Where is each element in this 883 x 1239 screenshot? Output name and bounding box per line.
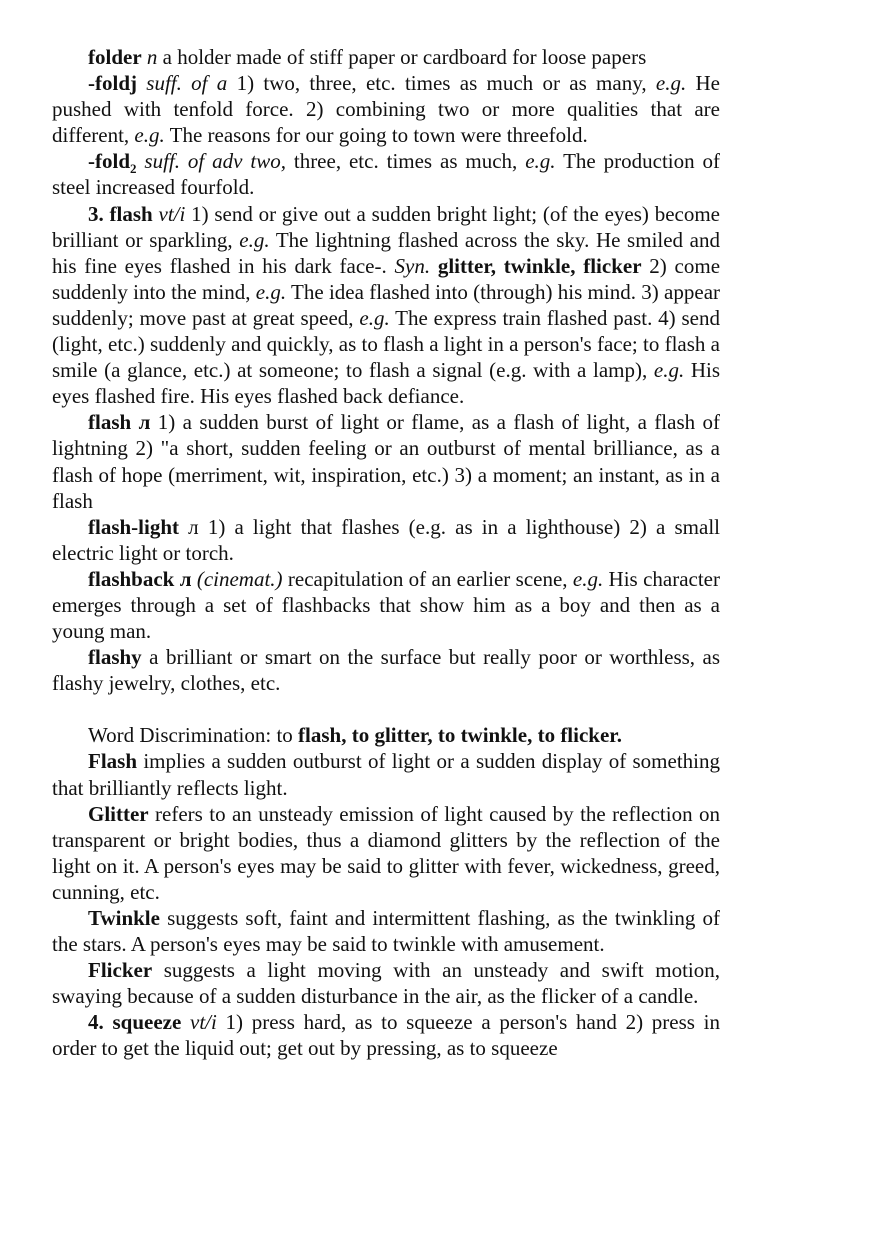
grammar-label: suff. of adv two, (144, 149, 286, 174)
headword: flash-light (88, 514, 180, 539)
discrimination-twinkle (52, 905, 720, 957)
example-marker: e.g. (359, 305, 390, 330)
example-marker: e.g. (572, 566, 604, 591)
definition: 1) two, three, etc. times as much or as many, (236, 71, 647, 96)
explanation: refers to an unsteady emission of light caused by the reflection on transparent or bright bodies, thus a diamond glitters by the reflection of the light on it. A person's eyes may be said to glitter with fever, wickedness, greed, cunning, etc. (52, 801, 720, 904)
example: His eyes flashed fire. His eyes flashed back defiance. (52, 358, 721, 409)
explanation: implies a sudden outburst of light or a sudden display of something that brilliantly reflects light. (52, 749, 720, 800)
example-marker: e.g. (655, 71, 687, 96)
discrimination-intro: Word Discrimination: to (88, 723, 293, 748)
headword: Glitter (88, 801, 149, 826)
example-marker: e.g. (653, 358, 685, 383)
entry-fold2 (52, 148, 720, 200)
synonym-words: glitter, twinkle, flicker (437, 253, 642, 278)
discrimination-flash (52, 748, 720, 800)
discrimination-flicker (52, 957, 720, 1009)
example-marker: e.g. (239, 227, 270, 252)
definition: 1) press hard, as to squeeze a person's hand 2) press in order to get the liquid out; get out by pressing, as to squeeze (52, 1010, 720, 1061)
headword: flashback л (88, 566, 192, 591)
entry-flashy (52, 644, 720, 696)
example: The lightning flashed across the sky. He smiled and his fine eyes flashed in his dark face-. (52, 227, 721, 278)
explanation: suggests soft, faint and intermittent flashing, as the twinkling of the stars. A person's eyes may be said to twinkle with amusement. (52, 906, 721, 957)
headword: -foldj (88, 71, 137, 96)
headword: Twinkle (88, 906, 160, 930)
example: The idea flashed into (through) his mind. 3) appear suddenly; move past at great speed, (52, 279, 721, 330)
headword: -fold$_2$ (88, 149, 137, 177)
definition: 1) a sudden burst of light or flame, as a flash of light, a flash of lightning 2) "a short, sudden feeling or an outburst of mental brilliance, as a flash of hope (merriment, wit, inspiration, etc.) 3) a moment; an instant, as in a flash (52, 410, 721, 513)
discrimination-heading (52, 722, 720, 748)
entry-squeeze (52, 1009, 720, 1061)
example: The production of steel increased fourfold. (52, 149, 721, 200)
entry-flash-noun (52, 409, 720, 513)
headword: Flicker (88, 958, 153, 983)
discrimination-glitter (52, 801, 720, 905)
explanation: suggests a light moving with an unsteady and swift motion, swaying because of a sudden disturbance in the air, as the flicker of a candle. (52, 958, 721, 1009)
entry-flash-light (52, 514, 720, 566)
headword: folder (88, 45, 142, 69)
section-gap (52, 696, 720, 722)
example: The express train flashed past. 4) send (light, etc.) suddenly and quickly, as to flash a light in a person's face; to flash a smile (a glance, etc.) at someone; to flash a signal (e.g. with a lamp), (52, 305, 721, 383)
headword: flash л (88, 410, 151, 435)
example: His character emerges through a set of flashbacks that show him as a boy and then as a young man. (52, 566, 720, 644)
entry-fold1 (52, 70, 720, 148)
grammar-label: n (146, 45, 158, 69)
headword: 3. flash (88, 201, 153, 226)
grammar-label: suff. of a (146, 71, 228, 96)
discrimination-words: flash, to glitter, to twinkle, to flicker. (298, 723, 622, 748)
definition: He pushed with tenfold force. 2) combining two or more qualities that are different, (52, 71, 721, 148)
example-marker: e.g. (255, 279, 287, 304)
definition: three, etc. times as much, (293, 149, 518, 174)
entry-flash-verb (52, 201, 720, 410)
grammar-label: (cinemat.) (196, 566, 283, 591)
definition: 2) come suddenly into the mind, (52, 253, 721, 304)
definition: 1) send or give out a sudden bright light; (of the eyes) become brilliant or sparkling, (52, 201, 721, 252)
definition: recapitulation of an earlier scene, (287, 566, 568, 591)
headword: Flash (88, 749, 138, 774)
definition: a holder made of stiff paper or cardboard for loose papers (162, 45, 647, 69)
headword: flashy (88, 645, 142, 670)
grammar-label: vt/i (158, 201, 186, 226)
entry-flashback (52, 566, 720, 644)
entry-folder (52, 44, 720, 70)
example-marker: e.g. (134, 123, 165, 148)
example-marker: e.g. (525, 149, 556, 174)
definition: 1) a light that flashes (e.g. as in a lighthouse) 2) a small electric light or torch. (52, 514, 721, 565)
headword: 4. squeeze (88, 1010, 182, 1035)
grammar-label: л (188, 514, 199, 539)
dictionary-page (52, 44, 720, 1062)
definition: a brilliant or smart on the surface but really poor or worthless, as flashy jewelry, clothes, etc. (52, 645, 721, 696)
example: The reasons for our going to town were threefold. (169, 123, 588, 148)
grammar-label: vt/i (190, 1010, 217, 1035)
synonym-marker: Syn. (394, 253, 431, 278)
